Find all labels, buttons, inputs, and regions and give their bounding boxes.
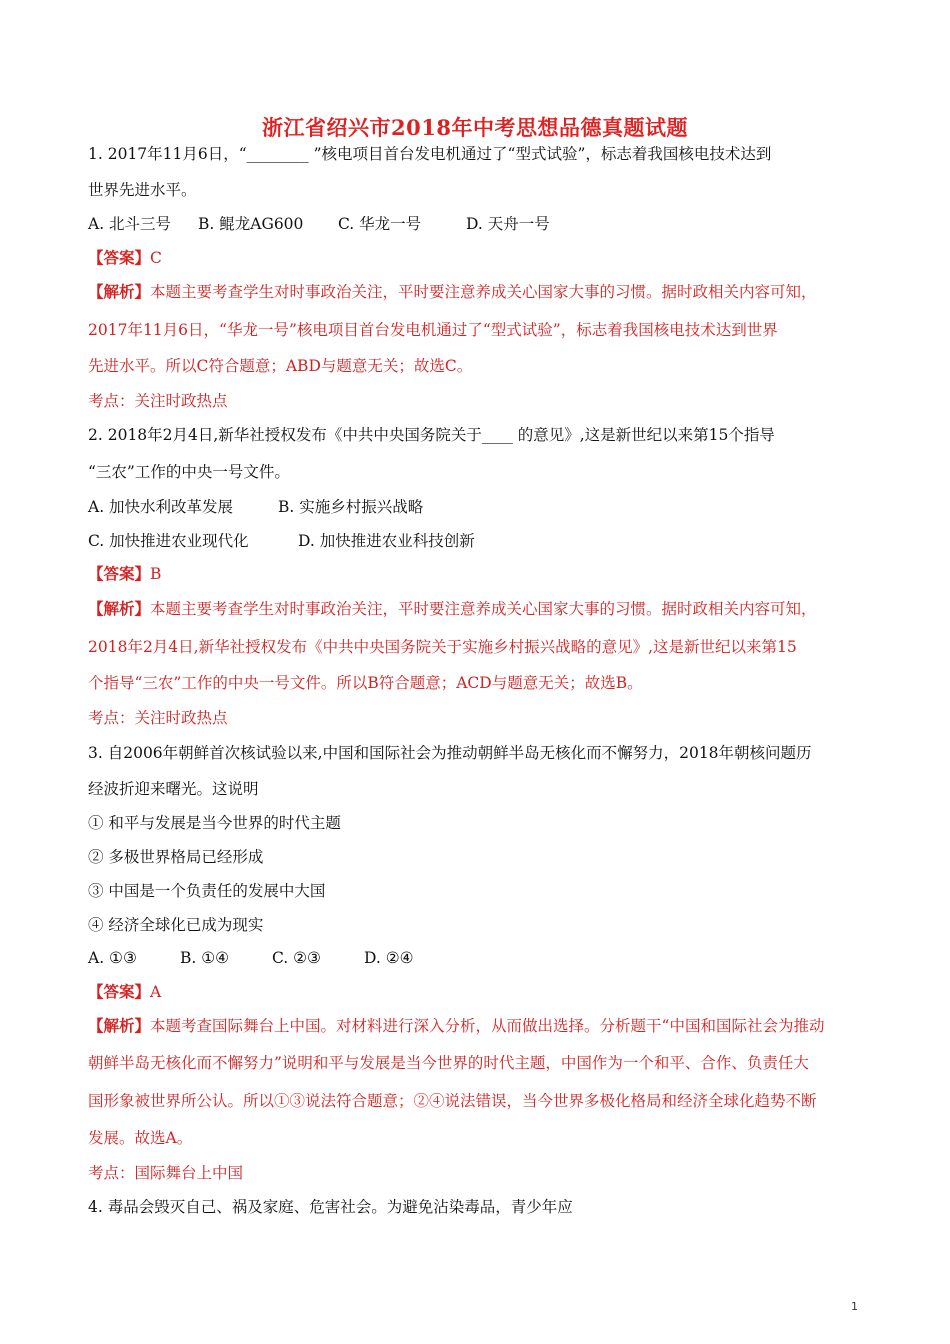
question-3-options	[88, 948, 878, 968]
question-1-option-b: B. 鲲龙AG600	[198, 215, 304, 233]
question-3-kaodian: 考点：国际舞台上中国	[88, 1164, 244, 1182]
question-1-stem-line-2: 世界先进水平。	[88, 181, 197, 199]
question-3-statement-3: ③ 中国是一个负责任的发展中大国	[88, 882, 326, 900]
question-3-answer	[88, 982, 878, 1002]
question-2-analysis-line-3: 个指导“三农”工作的中央一号文件。所以B符合题意；ACD与题意无关；故选B。	[88, 674, 643, 692]
question-1-option-c: C. 华龙一号	[338, 215, 422, 233]
answer-label: 【答案】	[88, 248, 151, 267]
document-title: 浙江省绍兴市2018年中考思想品德真题试题	[262, 115, 688, 140]
question-3-option-a: A. ①③	[88, 949, 137, 967]
question-1-analysis-line-3: 先进水平。所以C符合题意；ABD与题意无关；故选C。	[88, 357, 473, 375]
question-2-analysis-line-2: 2018年2月4日,新华社授权发布《中共中央国务院关于实施乡村振兴战略的意见》,这是新世纪以来第15	[88, 638, 797, 656]
question-2-option-c: C. 加快推进农业现代化	[88, 532, 249, 550]
question-1-kaodian: 考点：关注时政热点	[88, 392, 228, 410]
question-2-options-row-2	[88, 531, 878, 551]
question-2-option-a: A. 加快水利改革发展	[88, 498, 234, 516]
analysis-text: 本题考查国际舞台上中国。对材料进行深入分析，从而做出选择。分析题干“中国和国际社会为推动	[150, 1017, 825, 1035]
question-1-option-a: A. 北斗三号	[88, 215, 172, 233]
question-2-options-row-1	[88, 497, 878, 517]
question-3-stem-line-2: 经波折迎来曙光。这说明	[88, 780, 259, 798]
analysis-text: 本题主要考查学生对时事政治关注，平时要注意养成关心国家大事的习惯。据时政相关内容可知，	[150, 600, 817, 618]
analysis-label: 【解析】	[88, 599, 151, 618]
question-3-statement-4: ④ 经济全球化已成为现实	[88, 916, 264, 934]
question-2-kaodian: 考点：关注时政热点	[88, 709, 228, 727]
answer-value: B	[150, 565, 162, 583]
question-1-answer	[88, 248, 878, 268]
question-3-statement-1: ① 和平与发展是当今世界的时代主题	[88, 814, 341, 832]
analysis-label: 【解析】	[88, 282, 151, 301]
question-3-option-d: D. ②④	[364, 949, 414, 967]
analysis-label: 【解析】	[88, 1016, 151, 1035]
question-2-stem-line-2: “三农”工作的中央一号文件。	[88, 463, 290, 481]
answer-value: C	[150, 249, 162, 267]
question-3-analysis-line-3: 国形象被世界所公认。所以①③说法符合题意；②④说法错误，当今世界多极化格局和经济全球化趋势不断	[88, 1092, 817, 1110]
question-2-analysis-line-1	[88, 599, 878, 619]
question-1-analysis-line-1	[88, 282, 878, 302]
question-2-answer	[88, 564, 878, 584]
question-4-stem-line-1: 4. 毒品会毁灭自己、祸及家庭、危害社会。为避免沾染毒品，青少年应	[88, 1198, 573, 1216]
question-1-option-d: D. 天舟一号	[466, 215, 550, 233]
analysis-text: 本题主要考查学生对时事政治关注，平时要注意养成关心国家大事的习惯。据时政相关内容可知，	[150, 283, 817, 301]
question-1-stem-line-1: 1. 2017年11月6日，“________ ”核电项目首台发电机通过了“型式试验”，标志着我国核电技术达到	[88, 145, 772, 163]
question-3-statement-2: ② 多极世界格局已经形成	[88, 848, 264, 866]
question-2-stem-line-1: 2. 2018年2月4日,新华社授权发布《中共中央国务院关于____ 的意见》,这是新世纪以来第15个指导	[88, 426, 775, 444]
answer-value: A	[150, 983, 162, 1001]
question-2-option-d: D. 加快推进农业科技创新	[298, 532, 475, 550]
page-number: 1	[851, 1300, 858, 1313]
answer-label: 【答案】	[88, 564, 151, 583]
answer-label: 【答案】	[88, 982, 151, 1001]
question-1-options	[88, 214, 878, 234]
question-2-option-b: B. 实施乡村振兴战略	[278, 498, 424, 516]
question-3-analysis-line-1	[88, 1016, 878, 1036]
question-3-analysis-line-4: 发展。故选A。	[88, 1129, 193, 1147]
question-3-analysis-line-2: 朝鲜半岛无核化而不懈努力”说明和平与发展是当今世界的时代主题，中国作为一个和平、合作、负责任大	[88, 1054, 809, 1072]
question-1-analysis-line-2: 2017年11月6日，“华龙一号”核电项目首台发电机通过了“型式试验”，标志着我国核电技术达到世界	[88, 321, 778, 339]
question-3-option-b: B. ①④	[180, 949, 230, 967]
question-3-option-c: C. ②③	[272, 949, 321, 967]
question-3-stem-line-1: 3. 自2006年朝鲜首次核试验以来,中国和国际社会为推动朝鲜半岛无核化而不懈努力，2018年朝核问题历	[88, 744, 812, 762]
